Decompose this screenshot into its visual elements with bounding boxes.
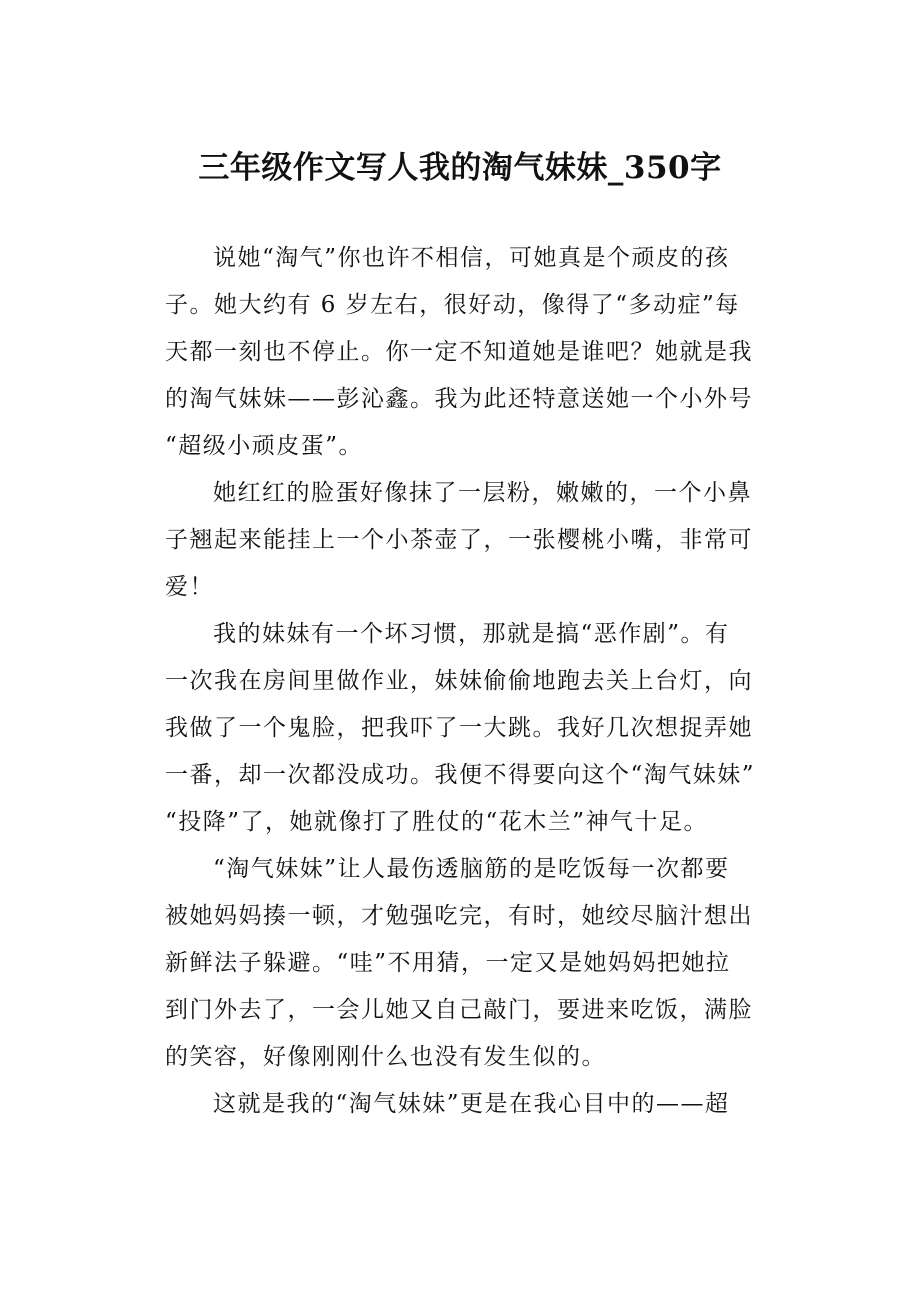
text-line: 我的妹妹有一个坏习惯，那就是搞“恶作剧”。有 [213,621,730,647]
text-line: 子翘起来能挂上一个小茶壶了，一张樱桃小嘴，非常可 [165,527,753,553]
paragraph-5 [165,1081,765,1128]
essay-body [165,235,765,1128]
text-line: 我做了一个鬼脸，把我吓了一大跳。我好几次想捉弄她 [165,715,753,741]
text-line: 说她“淘气”你也许不相信，可她真是个顽皮的孩 [213,245,730,271]
paragraph-1 [165,235,765,470]
text-line: “投降”了，她就像打了胜仗的“花木兰”神气十足。 [165,809,709,835]
text-line: 被她妈妈揍一顿，才勉强吃完，有时，她绞尽脑汁想出 [165,903,753,929]
paragraph-3 [165,611,765,846]
text-line: 子。她大约有 6 岁左右，很好动，像得了“多动症”每 [165,292,740,318]
text-line: 到门外去了，一会儿她又自己敲门，要进来吃饭，满脸 [165,997,753,1023]
text-line: 天都一刻也不停止。你一定不知道她是谁吧？她就是我 [165,339,753,365]
text-line: 的笑容，好像刚刚什么也没有发生似的。 [165,1044,606,1070]
text-line: 这就是我的“淘气妹妹”更是在我心目中的——超 [213,1091,730,1117]
text-line: 爱！ [165,574,214,600]
text-line: 一番，却一次都没成功。我便不得要向这个“淘气妹妹” [165,762,756,788]
paragraph-4 [165,846,765,1081]
text-line: 的淘气妹妹——彭沁鑫。我为此还特意送她一个小外号 [165,386,753,412]
document-title: 三年级作文写人我的淘气妹妹_350字 [198,149,722,186]
text-line: 新鲜法子躲避。“哇”不用猜，一定又是她妈妈把她拉 [165,950,731,976]
paragraph-2 [165,470,765,611]
text-line: “超级小顽皮蛋”。 [165,433,364,459]
text-line: 一次我在房间里做作业，妹妹偷偷地跑去关上台灯，向 [165,668,753,694]
text-line: 她红红的脸蛋好像抹了一层粉，嫩嫩的，一个小鼻 [213,480,752,506]
text-line: “淘气妹妹”让人最伤透脑筋的是吃饭每一次都要 [213,856,730,882]
